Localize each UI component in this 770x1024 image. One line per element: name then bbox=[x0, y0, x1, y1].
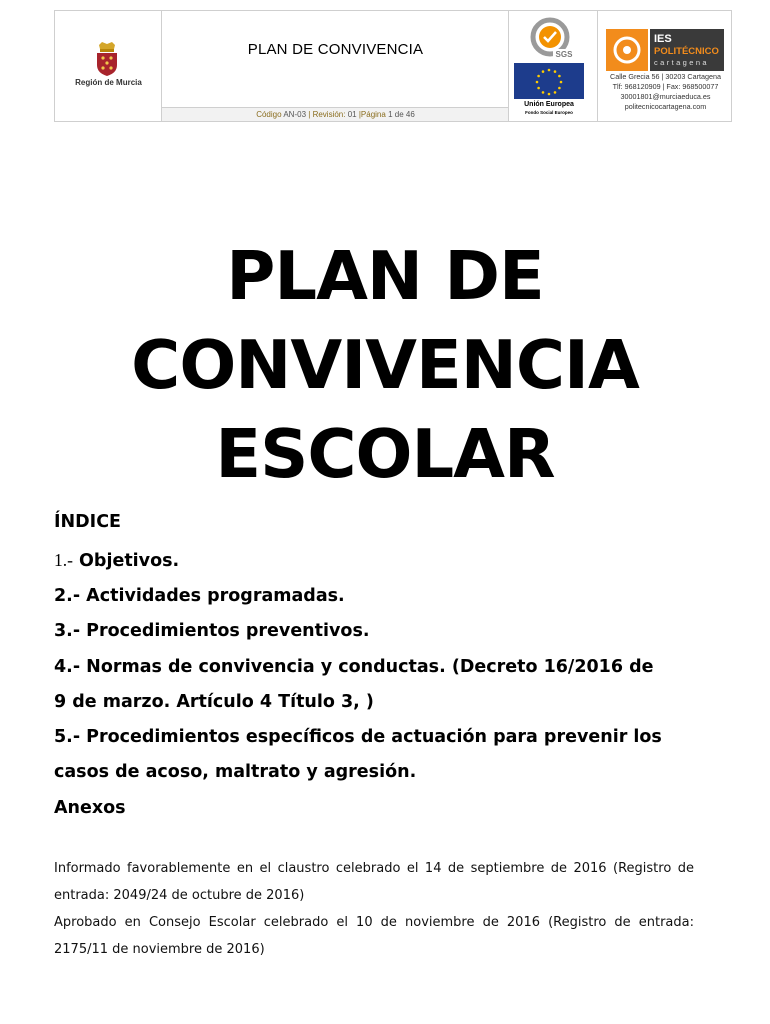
index-item-5-line2: casos de acoso, maltrato y agresión. bbox=[54, 762, 417, 782]
code-label: Código bbox=[256, 110, 282, 119]
ies-contact-info bbox=[600, 72, 731, 112]
code-value: AN-03 bbox=[283, 110, 307, 119]
page-label: Página bbox=[360, 110, 386, 119]
eu-flag-icon bbox=[514, 63, 584, 99]
contact-address: Calle Grecia 56 | 30203 Cartagena bbox=[610, 72, 721, 81]
ies-cell bbox=[598, 11, 731, 121]
main-title-line3: ESCOLAR bbox=[215, 415, 555, 493]
main-title-line2: CONVIVENCIA bbox=[131, 326, 639, 404]
eu-sub-label: Fondo Social Europeo bbox=[525, 110, 573, 115]
region-logo-cell bbox=[55, 11, 162, 121]
region-label: Región de Murcia bbox=[75, 78, 142, 87]
eu-name: Unión Europea bbox=[524, 101, 574, 108]
approved-note: Aprobado en Consejo Escolar celebrado el 10 de noviembre de 2016 (Registro de entrada: 2175/11 de noviembre de 2016) bbox=[54, 915, 694, 957]
ies-name-line1: IES bbox=[654, 33, 672, 45]
region-murcia-crest-icon bbox=[93, 41, 121, 77]
document-code-line: Código AN-03 | Revisión: 01 |Página 1 de 46 bbox=[256, 110, 415, 119]
index-annexes: Anexos bbox=[54, 798, 126, 818]
index-item-5-line1: 5.- Procedimientos específicos de actuación para prevenir los bbox=[54, 727, 662, 747]
eu-label bbox=[514, 101, 584, 117]
index-heading: ÍNDICE bbox=[54, 512, 121, 532]
certification-cell bbox=[509, 11, 598, 121]
ies-name-line2: POLITÉCNICO bbox=[654, 46, 719, 57]
informed-note: Informado favorablemente en el claustro celebrado el 14 de septiembre de 2016 (Registro de entrada: 2049/24 de octubre de 2016) bbox=[54, 861, 694, 903]
document-header bbox=[54, 10, 732, 122]
main-title bbox=[40, 232, 730, 499]
index-item-3: 3.- Procedimientos preventivos. bbox=[54, 621, 370, 641]
ies-name-line3: cartagena bbox=[654, 58, 709, 67]
index-item-4-line1: 4.- Normas de convivencia y conductas. (Decreto 16/2016 de bbox=[54, 657, 654, 677]
index-item-2: 2.- Actividades programadas. bbox=[54, 586, 345, 606]
document-code-cell bbox=[162, 107, 509, 121]
title-cell bbox=[162, 11, 509, 107]
document-title: PLAN DE CONVIVENCIA bbox=[247, 41, 424, 58]
index-item-1-number: 1.- bbox=[54, 550, 73, 570]
main-title-line1: PLAN DE bbox=[226, 237, 544, 315]
index-item-4-line2: 9 de marzo. Artículo 4 Título 3, ) bbox=[54, 692, 374, 712]
contact-email: 30001801@murciaeduca.es bbox=[620, 92, 711, 101]
page-value: 1 de 46 bbox=[388, 110, 415, 119]
sgs-certification-icon bbox=[523, 17, 581, 59]
contact-web: politecnicocartagena.com bbox=[624, 102, 707, 111]
sgs-label: SGS bbox=[555, 50, 573, 59]
revision-label: Revisión: bbox=[312, 110, 346, 119]
ies-politecnico-logo bbox=[606, 29, 724, 71]
revision-value: 01 bbox=[347, 110, 357, 119]
index-item-1-text: Objetivos. bbox=[79, 551, 180, 571]
approval-notes bbox=[54, 855, 694, 963]
contact-phone: Tlf: 968120909 | Fax: 968500077 bbox=[612, 82, 719, 91]
index-item-1 bbox=[54, 550, 179, 571]
